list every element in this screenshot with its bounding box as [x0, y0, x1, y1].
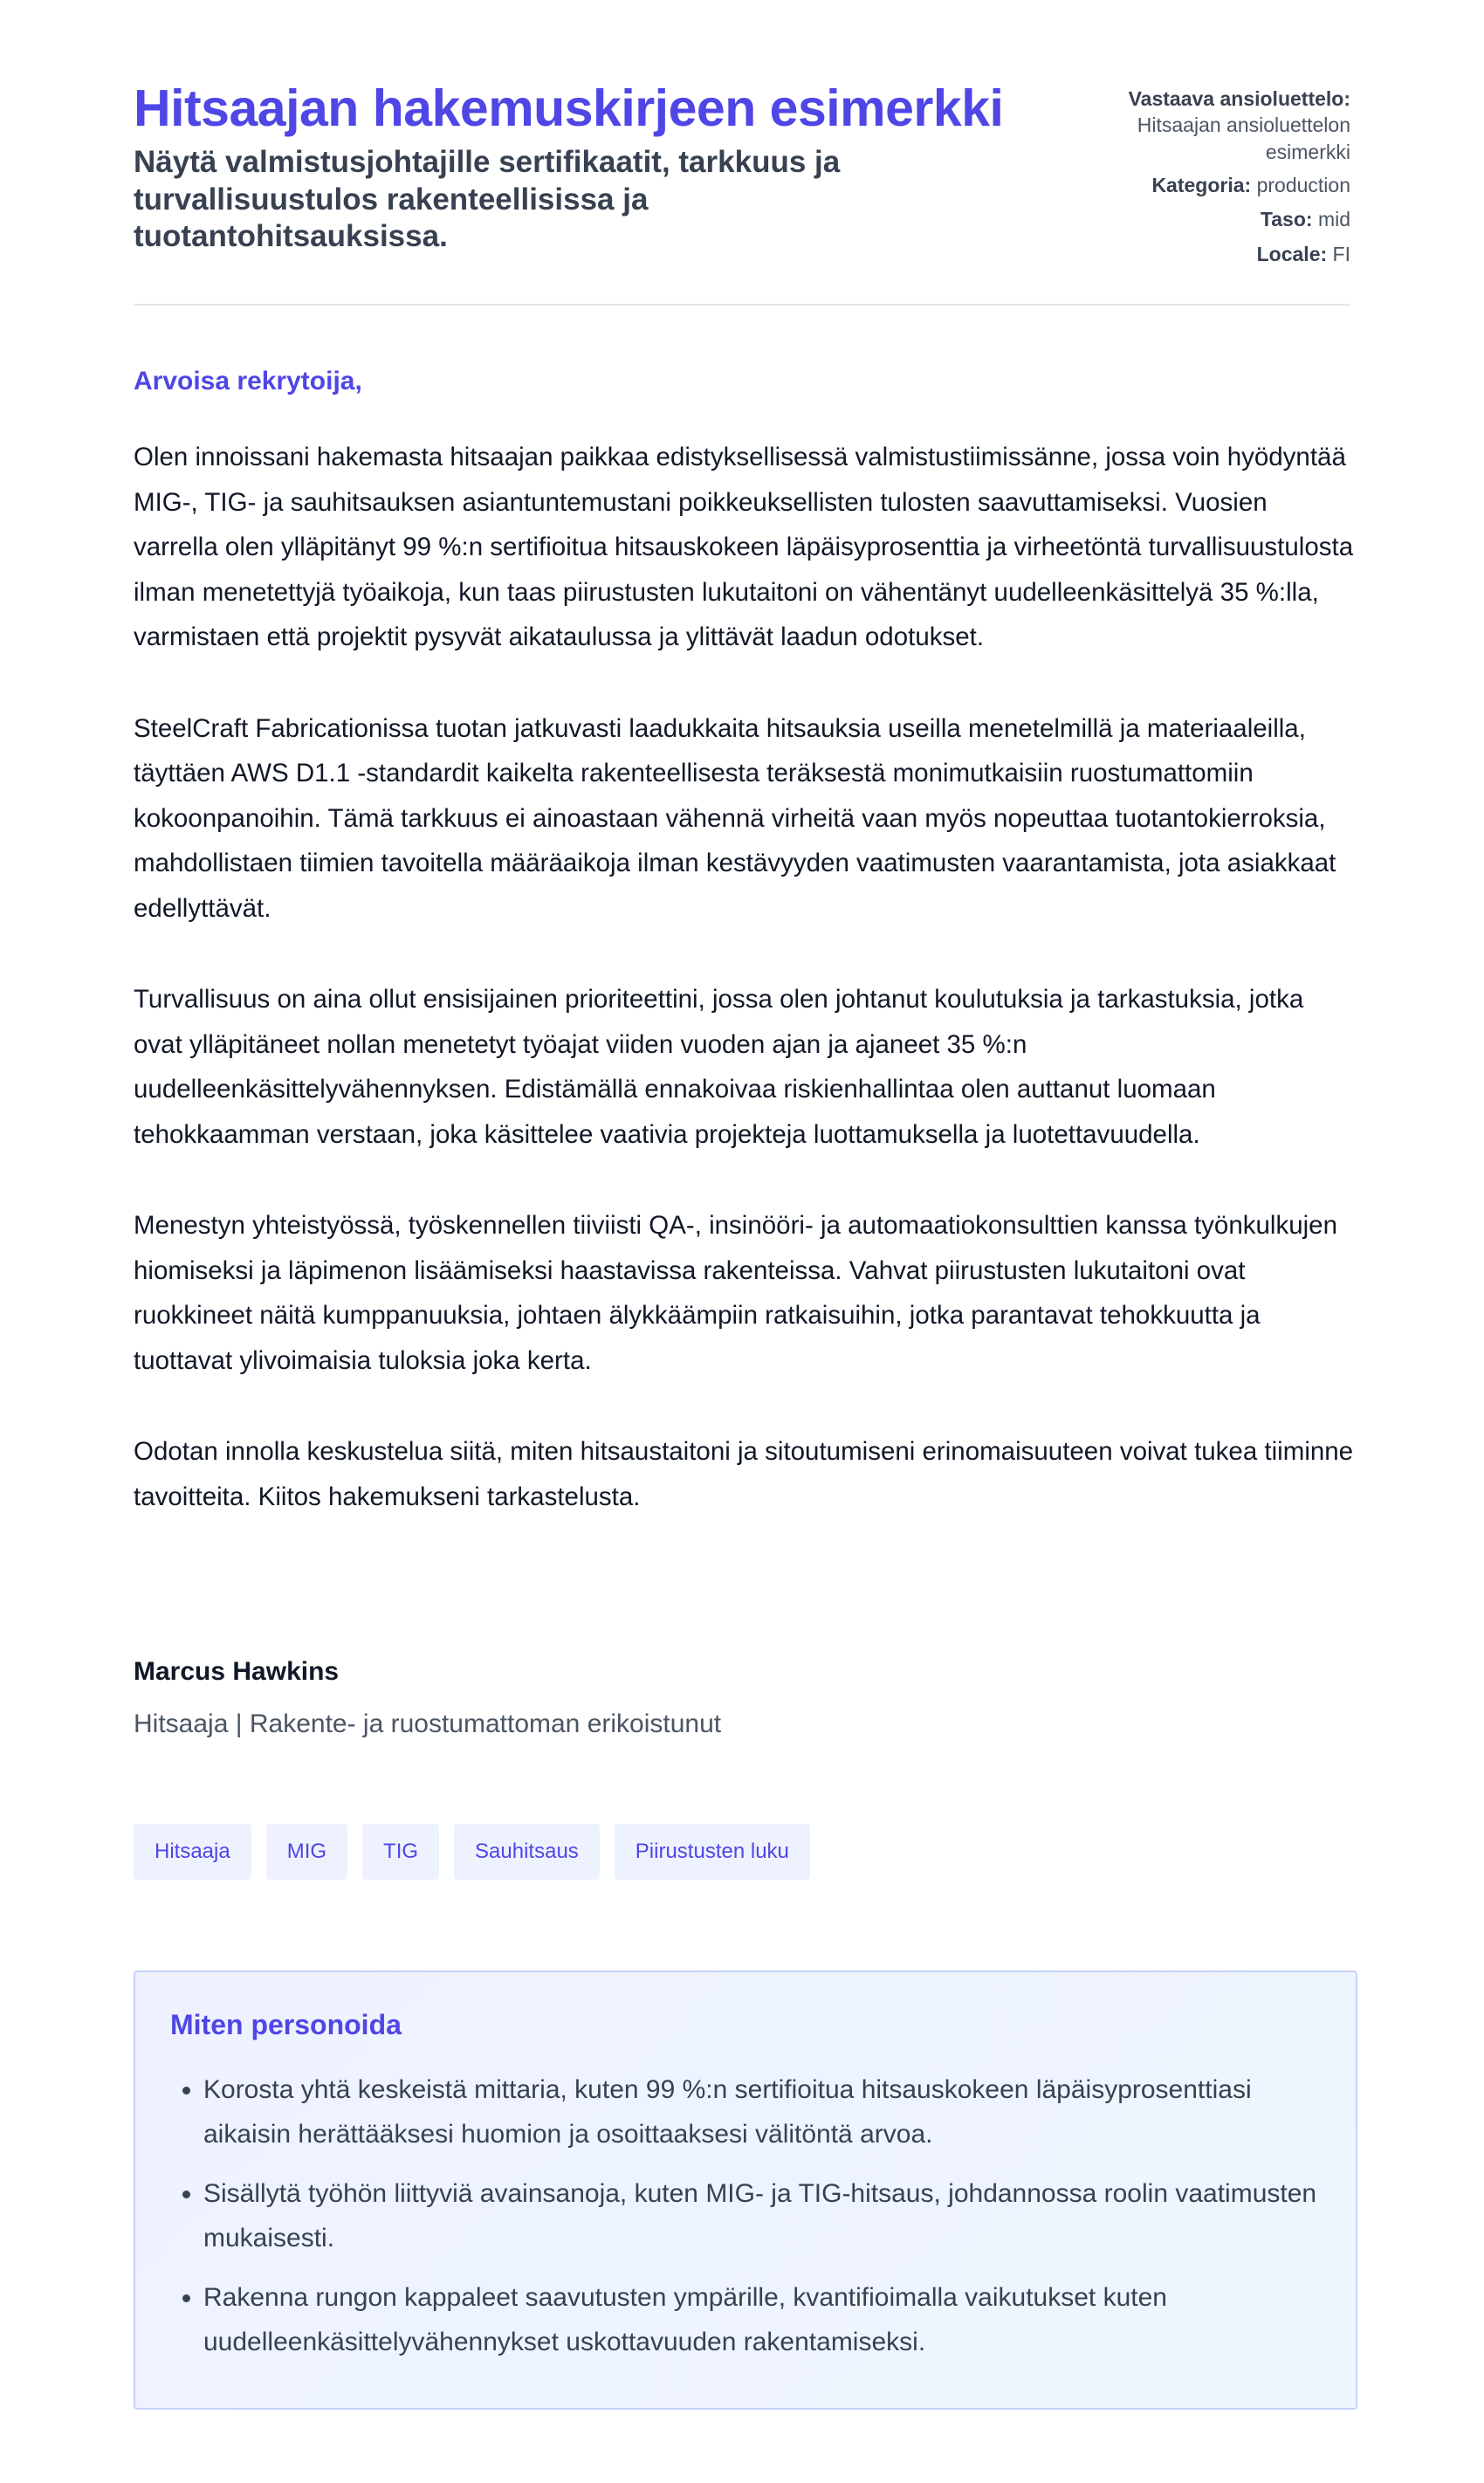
tag-blueprint-reading[interactable]: Piirustusten luku: [615, 1824, 810, 1880]
meta-resume-label: Vastaava ansioluettelo:: [1128, 87, 1350, 110]
header: [134, 0, 1350, 306]
meta-locale-value: FI: [1332, 242, 1350, 265]
meta-level: [1071, 206, 1350, 232]
meta-resume: [1071, 86, 1350, 165]
tip-item: • Sisällytä työhön liittyviä avainsanoja, kuten MIG- ja TIG-hitsaus, johdannossa roolin vaatimusten mukaisesti.: [203, 2171, 1321, 2260]
meta-level-value: mid: [1317, 208, 1350, 231]
tips-title: Miten personoida: [170, 2009, 402, 2040]
signature-title: Hitsaaja | Rakente- ja ruostumattoman erikoistunut: [134, 1709, 722, 1738]
tag-stick-welding[interactable]: Sauhitsaus: [454, 1824, 600, 1880]
tag-mig[interactable]: MIG: [266, 1824, 347, 1880]
letter-paragraph: Menestyn yhteistyössä, työskennellen tiiviisti QA-, insinööri- ja automaatiokonsulttien kanssa työnkulkujen hiomiseksi ja läpimenon lisäämiseksi haastavissa rakenteissa. Vahvat piirustusten lukutaitoni ovat ruokkineet näitä kumppanuuksia, johtaen älykkäämpiin ratkaisuihin, jotka parantavat tehokkuutta ja tuottavat ylivoimaisia tuloksia joka kerta.: [134, 1211, 1337, 1375]
tag-welder[interactable]: Hitsaaja: [134, 1824, 251, 1880]
meta-locale-label: Locale:: [1256, 242, 1328, 265]
tip-item: • Rakenna rungon kappaleet saavutusten ympärille, kvantifioimalla vaikutukset kuten uudelleenkäsittelyvähennykset uskottavuuden rakentamiseksi.: [203, 2275, 1321, 2364]
tag-list: [134, 1824, 810, 1880]
signature: [134, 1657, 721, 1739]
tag-tig[interactable]: TIG: [362, 1824, 439, 1880]
meta-category-label: Kategoria:: [1151, 174, 1252, 197]
tips-list: [170, 2067, 1321, 2364]
meta-category-value: production: [1256, 174, 1350, 197]
meta-panel: [1071, 86, 1350, 275]
meta-category: [1071, 172, 1350, 198]
page-subtitle: Näytä valmistusjohtajille sertifikaatit, tarkkuus ja turvallisuustulos rakenteellisissa ja tuotantohitsauksissa.: [134, 145, 841, 254]
personalize-tips-panel: [134, 1971, 1357, 2410]
meta-level-label: Taso:: [1260, 208, 1313, 231]
letter-paragraph: Turvallisuus on aina ollut ensisijainen prioriteettini, jossa olen johtanut koulutuksia ja tarkastuksia, jotka ovat ylläpitäneet nollan menetetyt työajat viiden vuoden ajan ja ajaneet 35 %:n uudelleenkäsittelyvähennyksen. Edistämällä ennakoivaa riskienhallintaa olen auttanut luomaan tehokkaamman verstaan, joka käsittelee vaativia projekteja luottamuksella ja luotettavuudella.: [134, 985, 1304, 1149]
letter-paragraph: Olen innoissani hakemasta hitsaajan paikkaa edistyksellisessä valmistustiimissänne, jossa voin hyödyntää MIG-, TIG- ja sauhitsauksen asiantuntemustani poikkeuksellisten tulosten saavuttamiseksi. Vuosien varrella olen ylläpitänyt 99 %:n sertifioitua hitsauskokeen läpäisyprosenttia ja virheetöntä turvallisuustulosta ilman menetettyjä työaikoja, kun taas piirustusten lukutaitoni on vähentänyt uudelleenkäsittelyä 35 %:lla, varmistaen että projektit pysyvät aikataulussa ja ylittävät laadun odotukset.: [134, 443, 1354, 651]
tip-item: • Korosta yhtä keskeistä mittaria, kuten 99 %:n sertifioitua hitsauskokeen läpäisyprosenttiasi aikaisin herättääksesi huomion ja osoittaaksesi välitöntä arvoa.: [203, 2067, 1321, 2156]
letter-body: [134, 435, 1356, 1565]
letter-paragraph: SteelCraft Fabricationissa tuotan jatkuvasti laadukkaita hitsauksia useilla menetelmillä ja materiaaleilla, täyttäen AWS D1.1 -standardit kaikelta rakenteellisesta teräksestä monimutkaisiin ruostumattomiin kokoonpanoihin. Tämä tarkkuus ei ainoastaan vähennä virheitä vaan myös nopeuttaa tuotantokierroksia, mahdollistaen tiimien tavoitella määräaikoja ilman kestävyyden vaatimusten vaarantamista, jota asiakkaat edellyttävät.: [134, 713, 1336, 923]
page-title: Hitsaajan hakemuskirjeen esimerkki: [134, 79, 1004, 137]
signature-name: Marcus Hawkins: [134, 1657, 340, 1686]
letter-greeting: Arvoisa rekrytoija,: [134, 367, 362, 395]
meta-locale: [1071, 241, 1350, 267]
meta-resume-value: Hitsaajan ansioluettelon esimerkki: [1137, 113, 1350, 163]
letter-paragraph: Odotan innolla keskustelua siitä, miten hitsaustaitoni ja sitoutumiseni erinomaisuuteen voivat tukea tiiminne tavoitteita. Kiitos hakemukseni tarkastelusta.: [134, 1437, 1354, 1511]
